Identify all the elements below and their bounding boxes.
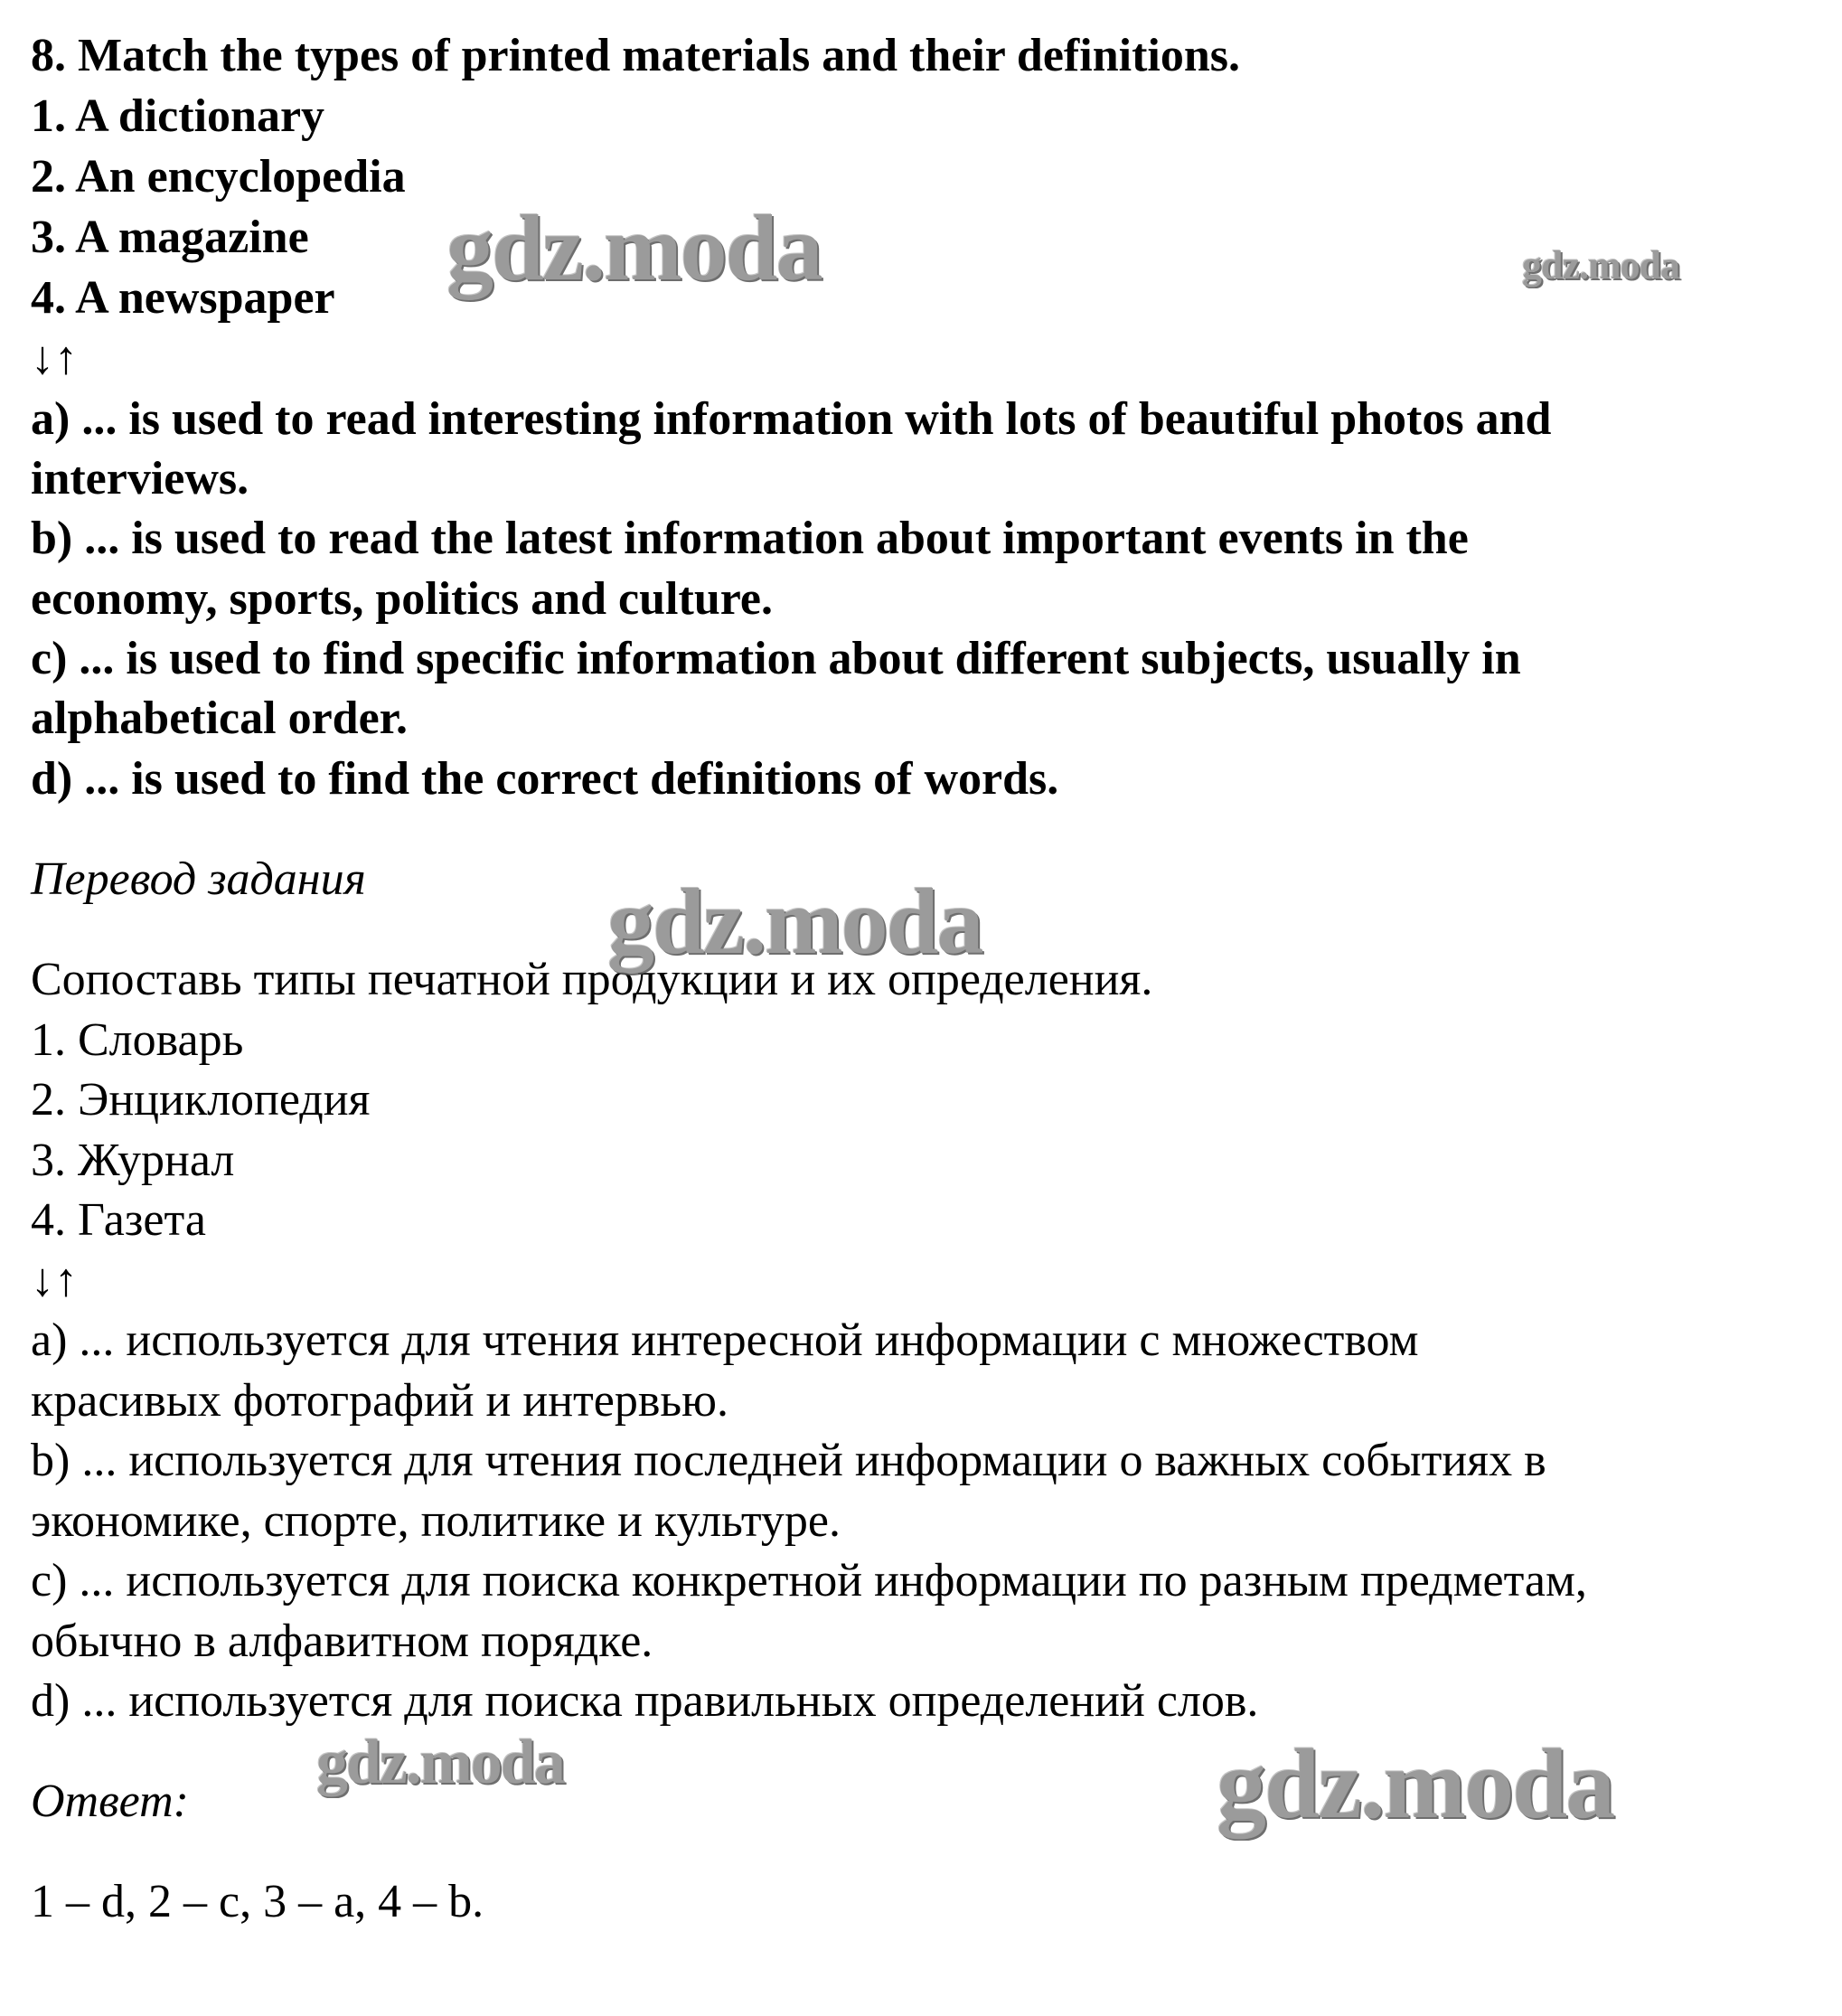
translation-definition-d: d) ... используется для поиска правильных определений слов.	[31, 1675, 1259, 1727]
watermark-logo: gdz.moda	[446, 196, 822, 300]
translation-item-4: 4. Газета	[31, 1194, 206, 1246]
task-item-3: 3. A magazine	[31, 212, 309, 263]
translation-definition-b-line-1: b) ... используется для чтения последней информации о важных событиях в	[31, 1435, 1546, 1486]
translation-definition-a-line-1: a) ... используется для чтения интересной информации с множеством	[31, 1314, 1419, 1366]
watermark-logo: gdz.moda	[607, 870, 982, 974]
translation-title: Сопоставь типы печатной продукции и их определения.	[31, 954, 1153, 1005]
task-definition-b-line-2: economy, sports, politics and culture.	[31, 573, 773, 625]
translation-item-3: 3. Журнал	[31, 1135, 235, 1186]
translation-item-2: 2. Энциклопедия	[31, 1074, 371, 1126]
task-item-4: 4. A newspaper	[31, 272, 335, 324]
task-definition-c-line-1: c) ... is used to find specific information about different subjects, usually in	[31, 633, 1521, 684]
watermark-logo: gdz.moda	[1217, 1729, 1614, 1839]
task-definition-a-line-1: a) ... is used to read interesting information with lots of beautiful photos and	[31, 393, 1552, 445]
task-definition-a-line-2: interviews.	[31, 453, 249, 504]
task-definition-c-line-2: alphabetical order.	[31, 692, 408, 744]
translation-definition-b-line-2: экономике, спорте, политике и культуре.	[31, 1495, 841, 1547]
watermark-logo: gdz.moda	[1522, 243, 1680, 287]
task-arrows-icon: ↓↑	[31, 333, 78, 384]
translation-definition-c-line-2: обычно в алфавитном порядке.	[31, 1616, 653, 1667]
translation-item-1: 1. Словарь	[31, 1014, 244, 1066]
task-definition-b-line-1: b) ... is used to read the latest information about important events in the	[31, 513, 1469, 564]
translation-heading: Перевод задания	[31, 853, 366, 905]
answer-text: 1 – d, 2 – c, 3 – a, 4 – b.	[31, 1876, 484, 1927]
translation-definition-c-line-1: c) ... используется для поиска конкретной информации по разным предметам,	[31, 1555, 1587, 1606]
task-item-2: 2. An encyclopedia	[31, 151, 406, 203]
answer-heading: Ответ:	[31, 1776, 189, 1827]
translation-arrows-icon: ↓↑	[31, 1255, 78, 1306]
task-item-1: 1. A dictionary	[31, 90, 325, 142]
task-title: 8. Match the types of printed materials and their definitions.	[31, 30, 1240, 81]
task-definition-d: d) ... is used to find the correct definitions of words.	[31, 753, 1059, 805]
watermark-logo: gdz.moda	[316, 1728, 564, 1797]
translation-definition-a-line-2: красивых фотографий и интервью.	[31, 1375, 728, 1427]
